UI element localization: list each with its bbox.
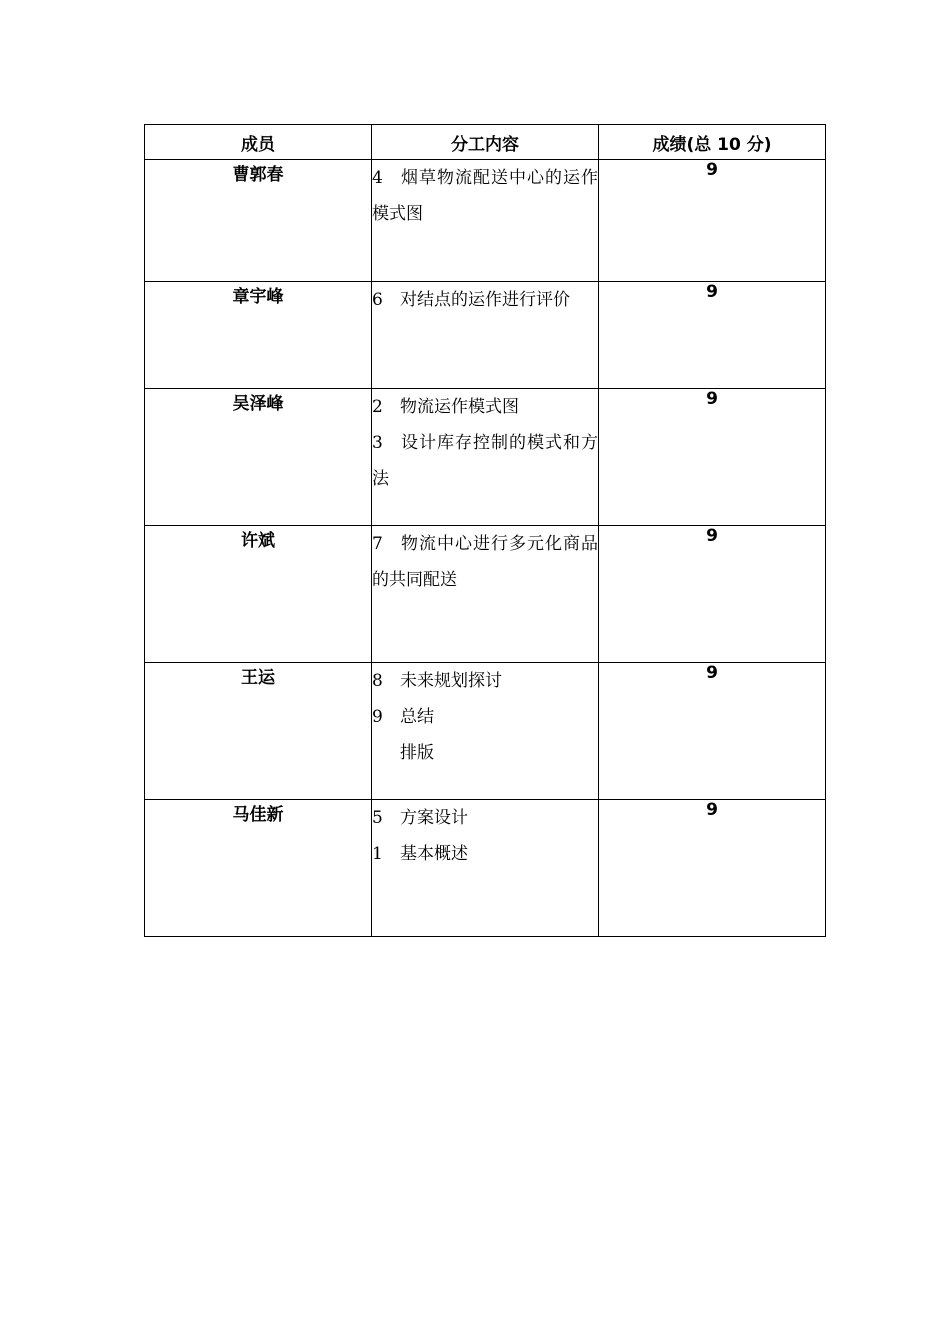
task-text: 基本概述	[400, 844, 468, 864]
member-name: 许斌	[145, 526, 372, 663]
member-task-table	[144, 124, 826, 937]
member-score: 9	[599, 389, 826, 526]
task-item	[372, 663, 598, 699]
table-row	[145, 663, 826, 800]
task-text: 未来规划探讨	[400, 671, 502, 691]
task-text: 对结点的运作进行评价	[400, 290, 570, 310]
member-name: 王运	[145, 663, 372, 800]
task-list	[372, 160, 599, 282]
task-item	[372, 526, 598, 598]
task-item	[372, 282, 598, 318]
task-text: 排版	[400, 743, 434, 763]
member-score: 9	[599, 526, 826, 663]
task-text: 物流运作模式图	[400, 397, 519, 417]
task-number: 3	[372, 433, 383, 453]
table-header-row	[145, 125, 826, 160]
task-item	[372, 735, 598, 771]
table-row	[145, 160, 826, 282]
task-list	[372, 526, 599, 663]
task-number: 8	[372, 671, 383, 691]
task-item	[372, 425, 598, 497]
member-score: 9	[599, 282, 826, 389]
task-item	[372, 699, 598, 735]
member-name: 曹郭春	[145, 160, 372, 282]
task-text: 烟草物流配送中心的运作模式图	[372, 168, 598, 224]
task-list	[372, 800, 599, 937]
task-text: 方案设计	[400, 808, 468, 828]
task-number: 6	[372, 290, 383, 310]
task-number: 1	[372, 844, 383, 864]
task-text: 总结	[400, 707, 434, 727]
task-number: 9	[372, 707, 383, 727]
task-item	[372, 160, 598, 232]
header-member: 成员	[145, 125, 372, 160]
table-row	[145, 526, 826, 663]
table-row	[145, 282, 826, 389]
task-list	[372, 282, 599, 389]
task-text: 物流中心进行多元化商品的共同配送	[372, 534, 598, 590]
task-list	[372, 663, 599, 800]
task-text: 设计库存控制的模式和方法	[372, 433, 598, 489]
table-row	[145, 389, 826, 526]
member-score: 9	[599, 663, 826, 800]
member-score: 9	[599, 160, 826, 282]
task-list	[372, 389, 599, 526]
table-row	[145, 800, 826, 937]
task-item	[372, 800, 598, 836]
task-number: 4	[372, 168, 383, 188]
task-number: 7	[372, 534, 383, 554]
member-name: 章宇峰	[145, 282, 372, 389]
member-name: 吴泽峰	[145, 389, 372, 526]
header-tasks: 分工内容	[372, 125, 599, 160]
task-item	[372, 389, 598, 425]
task-item	[372, 836, 598, 872]
task-number: 2	[372, 397, 383, 417]
member-name: 马佳新	[145, 800, 372, 937]
task-number: 5	[372, 808, 383, 828]
header-score: 成绩(总 10 分)	[599, 125, 826, 160]
member-score: 9	[599, 800, 826, 937]
